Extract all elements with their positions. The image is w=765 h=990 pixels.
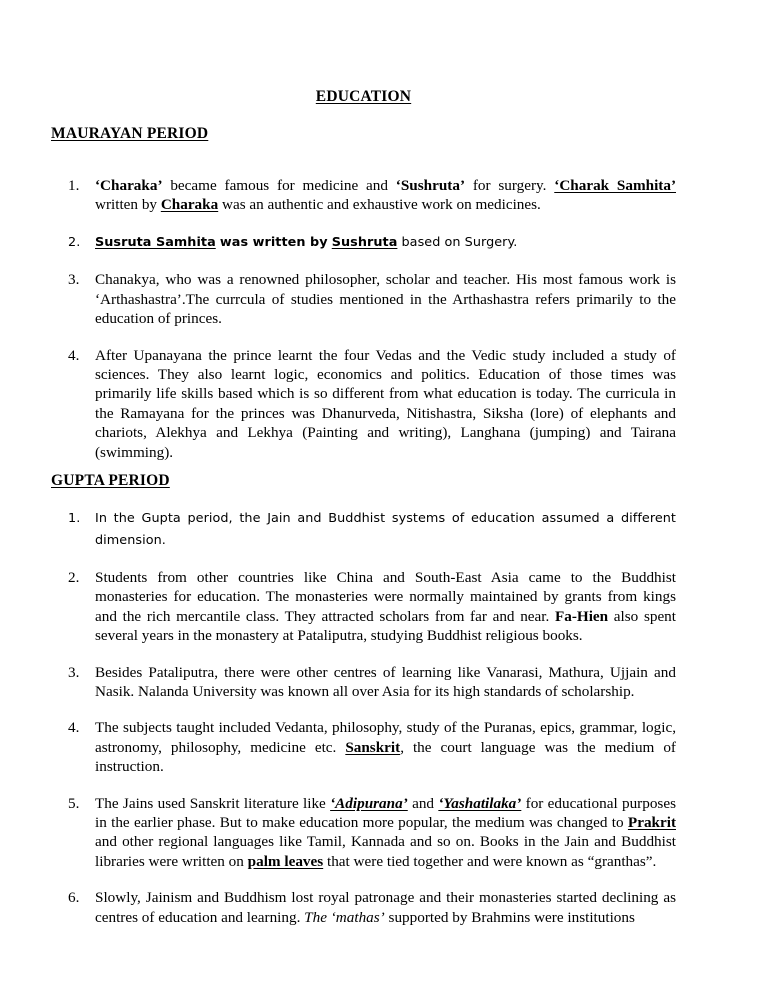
- list-item-text: Students from other countries like China and South-East Asia came to the Buddhist monasteries for education. The monasteries were normally maintained by grants from kings and the rich mercantile class. They attracted scholars from far and near. Fa-Hien also spent several years in the monastery at Pataliputra, studying Buddhist religious books.: [95, 569, 676, 645]
- list-item-text: After Upanayana the prince learnt the four Vedas and the Vedic study included a study of sciences. They also learnt logic, economics and politics. Education of those times was primarily life skills based which is so different from what education is today. The curricula in the Ramayana for the princes was Dhanurveda, Nitishastra, Siksha (lore) of elephants and chariots, Alekhya and Lekhya (Painting and writing), Langhana (jumping) and Tairana (swimming).: [95, 346, 676, 461]
- list-item: [68, 346, 676, 462]
- section-heading-gupta: [51, 472, 170, 490]
- list-item-number: 4.: [68, 719, 80, 737]
- list-item-text: The subjects taught included Vedanta, philosophy, study of the Puranas, epics, grammar, logic, astronomy, philosophy, medicine etc. Sanskrit, the court language was the medium of instruction.: [95, 719, 676, 776]
- section-heading-mauryan-text: MAURAYAN PERIOD: [51, 125, 209, 142]
- list-item-number: 1.: [68, 511, 81, 526]
- list-item: [68, 232, 676, 254]
- list-item-text: Chanakya, who was a renowned philosopher, scholar and teacher. His most famous work is ‘Arthashastra’.The currcula of studies mentioned in the Arthashastra refers primarily to the education of princes.: [95, 271, 676, 328]
- list-item-text: Slowly, Jainism and Buddhism lost royal patronage and their monasteries started declining as centres of education and learning. The ‘mathas’ supported by Brahmins were institutions: [95, 889, 676, 926]
- list-item: [68, 663, 676, 702]
- page-title-text: EDUCATION: [315, 88, 412, 105]
- list-item-text: Besides Pataliputra, there were other centres of learning like Vanarasi, Mathura, Ujjain and Nasik. Nalanda University was known all over Asia for its high standards of scholarship.: [95, 663, 676, 701]
- list-item-number: 3.: [68, 271, 80, 289]
- list-mauryan-period: [68, 176, 676, 462]
- list-item: [68, 270, 676, 328]
- list-gupta-period: [68, 508, 676, 927]
- list-item-text: Susruta Samhita was written by Sushruta based on Surgery.: [95, 234, 518, 250]
- list-item-text: In the Gupta period, the Jain and Buddhist systems of education assumed a different dimension.: [95, 511, 676, 548]
- list-item: [68, 888, 676, 927]
- list-item-number: 2.: [68, 569, 80, 586]
- list-item: [68, 718, 676, 776]
- list-item-number: 4.: [68, 346, 80, 364]
- list-item: [68, 794, 676, 872]
- list-item-number: 3.: [68, 663, 80, 681]
- list-item-number: 6.: [68, 889, 80, 907]
- list-item-number: 5.: [68, 794, 80, 812]
- list-item: [68, 176, 676, 215]
- list-item: [68, 568, 676, 646]
- page-title: [51, 88, 676, 106]
- list-item-text: ‘Charaka’ became famous for medicine and ‘Sushruta’ for surgery. ‘Charak Samhita’ written by Charaka was an authentic and exhaustive work on medicines.: [95, 177, 676, 214]
- list-item-number: 1.: [68, 177, 80, 194]
- section-heading-gupta-text: GUPTA PERIOD: [51, 472, 170, 489]
- section-heading-mauryan: [51, 125, 208, 143]
- list-item: [68, 508, 676, 551]
- list-item-text: The Jains used Sanskrit literature like ‘Adipurana’ and ‘Yashatilaka’ for educational purposes in the earlier phase. But to make education more popular, the medium was changed to Prakrit and other regional languages like Tamil, Kannada and so on. Books in the Jain and Buddhist libraries were written on palm leaves that were tied together and were known as “granthas”.: [95, 794, 676, 870]
- list-item-number: 2.: [68, 234, 81, 250]
